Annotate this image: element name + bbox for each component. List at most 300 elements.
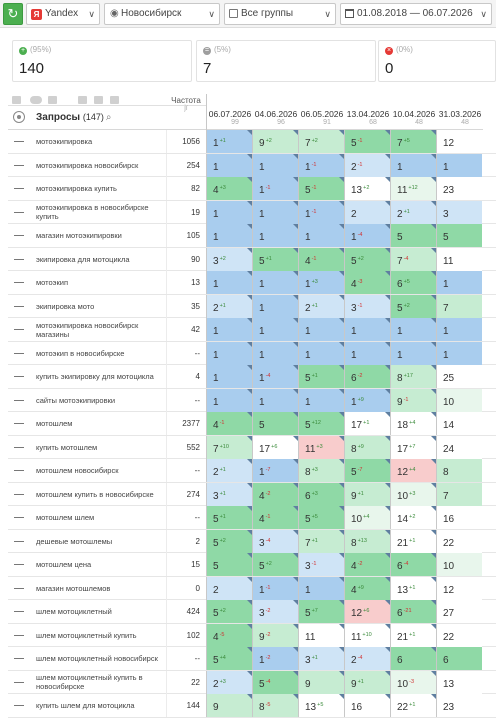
- position-cell[interactable]: [390, 671, 436, 694]
- search-engine-select[interactable]: [26, 3, 100, 25]
- frequency-header[interactable]: [166, 96, 206, 112]
- row-handle-icon[interactable]: [14, 635, 24, 636]
- position-cell[interactable]: [390, 154, 436, 177]
- position-cell[interactable]: [252, 389, 298, 412]
- position-cell[interactable]: [344, 671, 390, 694]
- table-row[interactable]: [8, 342, 496, 366]
- position-cell[interactable]: [390, 412, 436, 435]
- position-change: +2: [265, 138, 272, 144]
- position-value: 5: [305, 185, 311, 196]
- position-cell[interactable]: [436, 459, 482, 482]
- position-cell[interactable]: [344, 201, 390, 224]
- position-cell[interactable]: [436, 600, 482, 623]
- table-row[interactable]: [8, 154, 496, 178]
- date-sub-count: 68: [369, 119, 377, 126]
- position-cell[interactable]: [344, 389, 390, 412]
- position-cell[interactable]: [206, 224, 252, 247]
- position-cell[interactable]: [206, 177, 252, 200]
- position-change: +1: [311, 655, 318, 661]
- frequency-cell: 274: [166, 483, 206, 506]
- row-handle-icon[interactable]: [14, 682, 24, 683]
- position-cell[interactable]: [298, 248, 344, 271]
- position-cell[interactable]: [252, 271, 298, 294]
- position-cell[interactable]: [390, 342, 436, 365]
- link-icon[interactable]: [48, 96, 57, 104]
- position-cell[interactable]: [252, 553, 298, 576]
- position-cell[interactable]: [298, 342, 344, 365]
- row-handle-icon[interactable]: [14, 235, 24, 236]
- query-label: шлем мотоциклетный купить: [36, 630, 137, 640]
- row-handle-icon[interactable]: [14, 376, 24, 377]
- position-cell[interactable]: [390, 436, 436, 459]
- position-cell[interactable]: [436, 271, 482, 294]
- table-row[interactable]: [8, 647, 496, 671]
- position-value: 10: [397, 490, 409, 502]
- search-icon[interactable]: ⌕: [105, 112, 112, 123]
- table-row[interactable]: [8, 506, 496, 530]
- position-cell[interactable]: [436, 201, 482, 224]
- position-cell[interactable]: [206, 154, 252, 177]
- position-cell[interactable]: [390, 483, 436, 506]
- region-select[interactable]: [104, 3, 220, 25]
- date-column-header[interactable]: [207, 94, 253, 130]
- table-row[interactable]: [8, 271, 496, 295]
- position-cell[interactable]: [344, 365, 390, 388]
- position-value: 24: [443, 443, 455, 455]
- position-cell[interactable]: [390, 248, 436, 271]
- position-cell[interactable]: [206, 248, 252, 271]
- position-cell[interactable]: [206, 553, 252, 576]
- date-range-picker[interactable]: [340, 3, 492, 25]
- position-cell[interactable]: [298, 271, 344, 294]
- position-value: 1: [305, 349, 311, 361]
- row-handle-icon[interactable]: [14, 329, 24, 330]
- row-handle-icon[interactable]: [14, 611, 24, 612]
- position-cell[interactable]: [206, 694, 252, 717]
- position-cell[interactable]: [390, 201, 436, 224]
- position-cell[interactable]: [390, 271, 436, 294]
- position-value: 6: [397, 561, 403, 572]
- position-cell[interactable]: [298, 154, 344, 177]
- position-cell[interactable]: [206, 624, 252, 647]
- table-row[interactable]: [8, 389, 496, 413]
- row-handle-icon[interactable]: [14, 541, 24, 542]
- position-cell[interactable]: [252, 506, 298, 529]
- position-cell[interactable]: [298, 459, 344, 482]
- position-value: 14: [397, 514, 409, 525]
- position-change: -7: [265, 467, 271, 473]
- query-text: [36, 624, 164, 647]
- folder-icon[interactable]: [110, 96, 119, 104]
- table-row[interactable]: [8, 130, 496, 154]
- position-cell[interactable]: [252, 671, 298, 694]
- position-value: 7: [443, 302, 449, 314]
- position-cell[interactable]: [390, 624, 436, 647]
- position-value: 25: [443, 373, 455, 384]
- table-row[interactable]: [8, 318, 496, 342]
- query-text: [36, 295, 164, 318]
- position-cell[interactable]: [344, 224, 390, 247]
- refresh-button[interactable]: [3, 3, 23, 25]
- query-text: [36, 224, 164, 247]
- position-cell[interactable]: [390, 530, 436, 553]
- table-row[interactable]: [8, 248, 496, 272]
- position-cell[interactable]: [298, 671, 344, 694]
- frequency-cell: 19: [166, 201, 206, 224]
- position-value: 6: [443, 655, 449, 666]
- position-cell[interactable]: [206, 365, 252, 388]
- position-cell[interactable]: [344, 483, 390, 506]
- query-label: мотошлем цена: [36, 560, 92, 569]
- position-cell[interactable]: [436, 694, 482, 717]
- position-cell[interactable]: [436, 577, 482, 600]
- frequency-cell: 42: [166, 318, 206, 341]
- frequency-cell: 424: [166, 600, 206, 623]
- position-change: +5: [403, 138, 410, 144]
- position-cell[interactable]: [344, 624, 390, 647]
- position-cell[interactable]: [252, 600, 298, 623]
- position-value: 1: [213, 396, 219, 408]
- table-row[interactable]: [8, 224, 496, 248]
- position-cell[interactable]: [390, 295, 436, 318]
- position-cell[interactable]: [390, 318, 436, 341]
- position-cell[interactable]: [252, 436, 298, 459]
- position-value: 2: [351, 208, 357, 220]
- position-cell[interactable]: [206, 412, 252, 435]
- group-select[interactable]: [224, 3, 336, 25]
- position-cell[interactable]: [298, 130, 344, 153]
- stat-same: [196, 40, 376, 82]
- position-cell[interactable]: [436, 154, 482, 177]
- position-cell[interactable]: [344, 694, 390, 717]
- position-cell[interactable]: [206, 342, 252, 365]
- position-cell[interactable]: [436, 506, 482, 529]
- position-cell[interactable]: [298, 530, 344, 553]
- position-change: +1: [311, 373, 318, 379]
- position-cell[interactable]: [390, 389, 436, 412]
- position-cell[interactable]: [206, 600, 252, 623]
- position-change: +1: [219, 514, 226, 520]
- position-value: 3: [351, 302, 357, 314]
- position-value: 7: [397, 138, 403, 149]
- position-cell[interactable]: [344, 530, 390, 553]
- position-cell[interactable]: [252, 624, 298, 647]
- position-cell[interactable]: [252, 318, 298, 341]
- position-cell[interactable]: [252, 647, 298, 670]
- position-value: 5: [213, 537, 219, 549]
- position-cell[interactable]: [206, 671, 252, 694]
- position-cell[interactable]: [390, 600, 436, 623]
- position-cell[interactable]: [344, 506, 390, 529]
- region-value: Новосибирск: [121, 8, 182, 19]
- position-cell[interactable]: [298, 600, 344, 623]
- date-column-header[interactable]: [437, 94, 483, 130]
- table-row[interactable]: [8, 553, 496, 577]
- position-change: +1: [219, 467, 226, 473]
- position-cell[interactable]: [344, 271, 390, 294]
- position-change: -4: [265, 537, 271, 544]
- position-cell[interactable]: [298, 201, 344, 224]
- position-value: 8: [397, 373, 403, 384]
- table-row[interactable]: [8, 671, 496, 695]
- row-handle-icon[interactable]: [14, 259, 24, 260]
- position-change: -1: [311, 161, 317, 168]
- position-cell[interactable]: [206, 530, 252, 553]
- row-handle-icon[interactable]: [14, 447, 24, 448]
- position-cell[interactable]: [252, 295, 298, 318]
- table-row[interactable]: [8, 177, 496, 201]
- position-cell[interactable]: [390, 459, 436, 482]
- position-value: 1: [213, 232, 219, 243]
- position-cell[interactable]: [344, 342, 390, 365]
- query-text: [36, 694, 164, 717]
- position-cell[interactable]: [206, 318, 252, 341]
- position-cell[interactable]: [436, 671, 482, 694]
- export-icon[interactable]: [94, 96, 103, 104]
- position-cell[interactable]: [206, 436, 252, 459]
- position-value: 1: [259, 655, 265, 666]
- position-cell[interactable]: [436, 647, 482, 670]
- position-cell[interactable]: [298, 295, 344, 318]
- position-cell[interactable]: [252, 365, 298, 388]
- position-cell[interactable]: [206, 389, 252, 412]
- query-label: мотошлем новосибирск: [36, 466, 119, 475]
- position-value: 5: [443, 232, 449, 243]
- position-change: +4: [409, 420, 416, 426]
- query-label: дешевые мотошлемы: [36, 536, 113, 546]
- position-cell[interactable]: [390, 130, 436, 153]
- position-cell[interactable]: [436, 483, 482, 506]
- row-handle-icon[interactable]: [14, 306, 24, 307]
- position-cell[interactable]: [390, 694, 436, 717]
- position-cell[interactable]: [344, 412, 390, 435]
- position-cell[interactable]: [390, 224, 436, 247]
- frequency-cell: --: [166, 647, 206, 670]
- position-value: 7: [443, 490, 449, 502]
- position-cell[interactable]: [436, 553, 482, 576]
- position-cell[interactable]: [344, 154, 390, 177]
- position-cell[interactable]: [298, 224, 344, 247]
- position-value: 6: [397, 655, 403, 666]
- position-cell[interactable]: [298, 624, 344, 647]
- position-value: 4: [351, 279, 357, 290]
- position-cell[interactable]: [252, 177, 298, 200]
- date-column-header[interactable]: [391, 94, 437, 130]
- table-row[interactable]: [8, 436, 496, 460]
- table-row[interactable]: [8, 624, 496, 648]
- position-cell[interactable]: [436, 365, 482, 388]
- position-cell[interactable]: [298, 577, 344, 600]
- position-cell[interactable]: [390, 365, 436, 388]
- position-cell[interactable]: [206, 201, 252, 224]
- position-cell[interactable]: [390, 577, 436, 600]
- table-row[interactable]: [8, 483, 496, 507]
- row-handle-icon[interactable]: [14, 705, 24, 706]
- position-value: 13: [305, 702, 317, 713]
- position-change: +9: [357, 396, 364, 403]
- position-change: +7: [409, 443, 416, 450]
- position-cell[interactable]: [252, 530, 298, 553]
- position-value: 5: [213, 561, 219, 572]
- row-handle-icon[interactable]: [14, 212, 24, 213]
- table-row[interactable]: [8, 600, 496, 624]
- position-cell[interactable]: [436, 295, 482, 318]
- table-row[interactable]: [8, 530, 496, 554]
- row-handle-icon[interactable]: [14, 282, 24, 283]
- position-cell[interactable]: [436, 248, 482, 271]
- query-label: мотоэкипировка купить: [36, 184, 117, 193]
- position-cell[interactable]: [252, 201, 298, 224]
- position-cell[interactable]: [436, 177, 482, 200]
- position-cell[interactable]: [344, 577, 390, 600]
- position-cell[interactable]: [252, 154, 298, 177]
- row-handle-icon[interactable]: [14, 517, 24, 518]
- position-cell[interactable]: [344, 600, 390, 623]
- position-change: -3: [357, 279, 363, 285]
- row-handle-icon[interactable]: [14, 470, 24, 471]
- chart-icon[interactable]: [78, 96, 87, 104]
- table-row[interactable]: [8, 365, 496, 389]
- position-value: 3: [259, 537, 265, 549]
- chevron-down-icon: ∨: [208, 9, 215, 19]
- position-cell[interactable]: [298, 694, 344, 717]
- table-row[interactable]: [8, 201, 496, 225]
- date-column-header[interactable]: [299, 94, 345, 130]
- position-cell[interactable]: [436, 318, 482, 341]
- position-value: 14: [443, 420, 455, 431]
- position-change: +1: [409, 631, 416, 638]
- position-cell[interactable]: [390, 177, 436, 200]
- position-cell[interactable]: [344, 318, 390, 341]
- table-row[interactable]: [8, 577, 496, 601]
- position-cell[interactable]: [206, 271, 252, 294]
- date-column-header[interactable]: [345, 94, 391, 130]
- row-handle-icon[interactable]: [14, 188, 24, 189]
- position-cell[interactable]: [298, 318, 344, 341]
- query-label: мотоэкипировка в новосибирске купить: [36, 203, 149, 221]
- position-change: +1: [265, 255, 272, 262]
- query-text: [36, 177, 164, 200]
- position-change: -2: [265, 608, 271, 614]
- date-column-header[interactable]: [253, 94, 299, 130]
- query-text: [36, 201, 164, 224]
- sort-icon[interactable]: [12, 96, 21, 104]
- row-handle-icon[interactable]: [14, 588, 24, 589]
- position-cell[interactable]: [298, 483, 344, 506]
- position-value: 10: [351, 514, 363, 525]
- position-cell[interactable]: [344, 130, 390, 153]
- position-value: 1: [305, 584, 311, 596]
- row-handle-icon[interactable]: [14, 658, 24, 659]
- table-row[interactable]: [8, 295, 496, 319]
- position-cell[interactable]: [436, 130, 482, 153]
- position-value: 1: [259, 232, 265, 243]
- position-cell[interactable]: [390, 553, 436, 576]
- queries-header[interactable]: [36, 112, 111, 123]
- position-cell[interactable]: [298, 389, 344, 412]
- position-cell[interactable]: [206, 459, 252, 482]
- position-cell[interactable]: [298, 436, 344, 459]
- position-cell[interactable]: [206, 647, 252, 670]
- position-change: -1: [357, 161, 363, 168]
- target-icon[interactable]: [13, 111, 25, 123]
- frequency-cell: 0: [166, 577, 206, 600]
- position-cell[interactable]: [252, 248, 298, 271]
- table-row[interactable]: [8, 694, 496, 718]
- position-cell[interactable]: [344, 248, 390, 271]
- position-cell[interactable]: [252, 130, 298, 153]
- position-value: 2: [351, 655, 357, 666]
- position-change: +3: [311, 490, 318, 497]
- position-cell[interactable]: [298, 506, 344, 529]
- position-cell[interactable]: [298, 365, 344, 388]
- position-cell[interactable]: [206, 577, 252, 600]
- position-cell[interactable]: [252, 459, 298, 482]
- position-cell[interactable]: [436, 412, 482, 435]
- position-cell[interactable]: [436, 530, 482, 553]
- position-cell[interactable]: [252, 412, 298, 435]
- position-cell[interactable]: [344, 436, 390, 459]
- position-change: +10: [219, 443, 229, 450]
- position-cell[interactable]: [344, 553, 390, 576]
- position-cell[interactable]: [344, 459, 390, 482]
- position-cell[interactable]: [298, 412, 344, 435]
- position-cell[interactable]: [206, 506, 252, 529]
- position-cell[interactable]: [390, 647, 436, 670]
- row-handle-icon[interactable]: [14, 141, 24, 142]
- position-cell[interactable]: [206, 295, 252, 318]
- position-change: -1: [311, 185, 317, 191]
- table-row[interactable]: [8, 412, 496, 436]
- position-cell[interactable]: [252, 483, 298, 506]
- position-cell[interactable]: [298, 647, 344, 670]
- position-value: 5: [397, 232, 403, 243]
- row-handle-icon[interactable]: [14, 165, 24, 166]
- row-handle-icon[interactable]: [14, 423, 24, 424]
- row-handle-icon[interactable]: [14, 564, 24, 565]
- position-cell[interactable]: [344, 647, 390, 670]
- row-handle-icon[interactable]: [14, 353, 24, 354]
- query-label: сайты мотоэкипировки: [36, 395, 116, 405]
- position-cell[interactable]: [436, 224, 482, 247]
- position-cell[interactable]: [390, 506, 436, 529]
- position-cell[interactable]: [436, 624, 482, 647]
- toggle-icon[interactable]: [30, 96, 42, 104]
- position-cell[interactable]: [252, 224, 298, 247]
- position-change: -1: [219, 420, 225, 426]
- position-cell[interactable]: [206, 483, 252, 506]
- position-cell[interactable]: [436, 436, 482, 459]
- position-cell[interactable]: [436, 342, 482, 365]
- position-cell[interactable]: [252, 694, 298, 717]
- table-row[interactable]: [8, 459, 496, 483]
- close-circle-icon: ×: [386, 47, 392, 54]
- position-cell[interactable]: [436, 389, 482, 412]
- position-value: 2: [213, 678, 219, 690]
- position-value: 17: [351, 420, 363, 431]
- position-cell[interactable]: [298, 553, 344, 576]
- position-cell[interactable]: [206, 130, 252, 153]
- position-cell[interactable]: [252, 577, 298, 600]
- row-handle-icon[interactable]: [14, 400, 24, 401]
- row-handle-icon[interactable]: [14, 494, 24, 495]
- query-label: шлем мотоциклетный новосибирск: [36, 654, 158, 663]
- position-cell[interactable]: [298, 177, 344, 200]
- position-cell[interactable]: [344, 295, 390, 318]
- position-value: 1: [259, 279, 265, 290]
- position-cell[interactable]: [344, 177, 390, 200]
- position-cell[interactable]: [252, 342, 298, 365]
